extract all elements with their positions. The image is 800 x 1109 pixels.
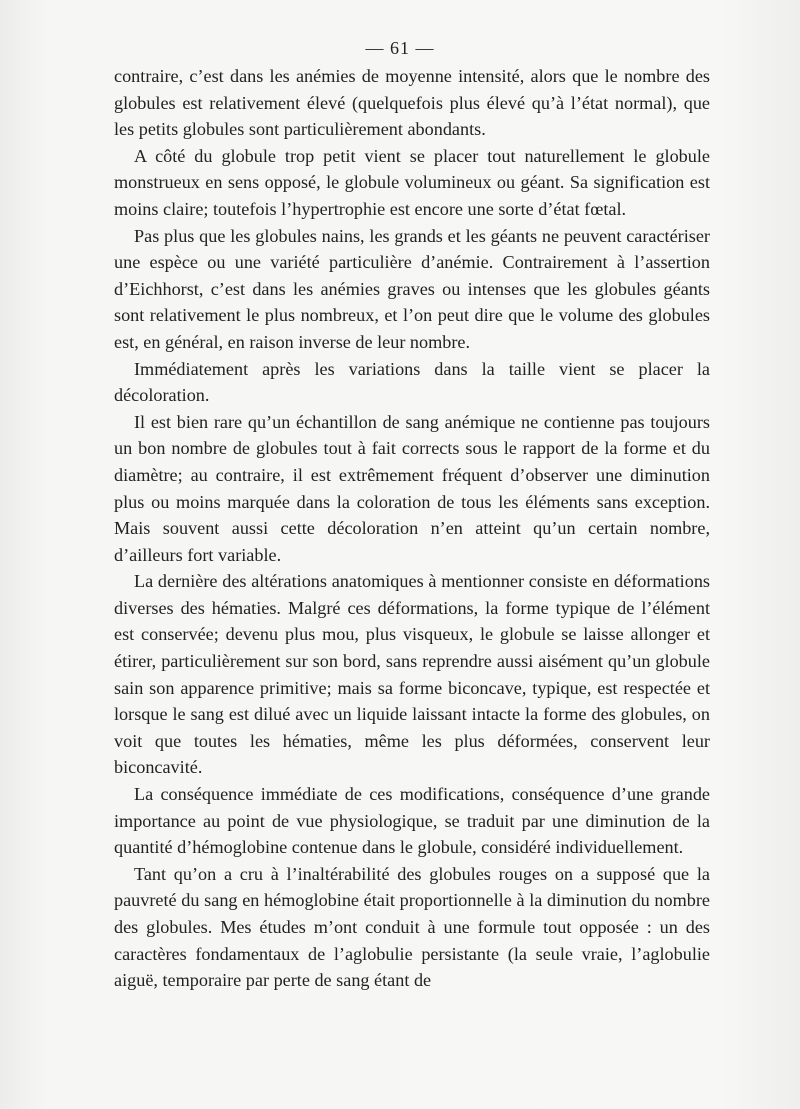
paragraph-3: Pas plus que les globules nains, les grands et les géants ne peuvent caractériser une espèce ou une variété particulière d’anémie. Contrairement à l’assertion d’Eichhorst, c’est dans les anémies graves ou intenses que les globules géants sont relativement le plus nombreux, et l’on peut dire que le volume des globules est, en général, en raison inverse de leur nombre. [114, 225, 710, 352]
paragraph-7: La conséquence immédiate de ces modifications, conséquence d’une grande importance au point de vue physiologique, se traduit par une diminution de la quantité d’hémoglobine contenue dans le globule, considéré individuellement. [114, 784, 710, 858]
paragraph-1: contraire, c’est dans les anémies de moyenne intensité, alors que le nombre des globules est relativement élevé (quelquefois plus élevé qu’à l’état normal), que les petits globules sont particulièrement abondants. [114, 66, 710, 140]
paragraph-2: A côté du globule trop petit vient se placer tout naturellement le globule monstrueux en sens opposé, le globule volumineux ou géant. Sa signification est moins claire; toutefois l’hypertrophie est encore une sorte d’état fœtal. [114, 145, 710, 219]
paragraph-5: Il est bien rare qu’un échantillon de sang anémique ne contienne pas toujours un bon nombre de globules tout à fait corrects sous le rapport de la forme et du diamètre; au contraire, il est extrêmement fréquent d’observer une diminution plus ou moins marquée dans la coloration de tous les éléments sans exception. Mais souvent aussi cette décoloration n’en atteint qu’un certain nombre, d’ailleurs fort variable. [114, 411, 710, 565]
paragraph-4: Immédiatement après les variations dans la taille vient se placer la décoloration. [114, 358, 710, 406]
paragraph-6: La dernière des altérations anatomiques à mentionner consiste en déformations diverses des hématies. Malgré ces déformations, la forme typique de l’élément est conservée; devenu plus mou, plus visqueux, le globule se laisse allonger et étirer, particulièrement sur son bord, sans reprendre aussi aisément qu’un globule sain son apparence primitive; mais sa forme biconcave, typique, est respectée et lorsque le sang est dilué avec un liquide laissant intacte la forme des globules, on voit que toutes les hématies, même les plus déformées, conservent leur biconcavité. [114, 571, 710, 778]
page-number: — 61 — [365, 38, 435, 58]
body-text [114, 63, 710, 994]
paragraph-8: Tant qu’on a cru à l’inaltérabilité des globules rouges on a supposé que la pauvreté du sang en hémoglobine était proportionnelle à la diminution du nombre des globules. Mes études m’ont conduit à une formule tout opposée : un des caractères fondamentaux de l’aglobulie persistante (la seule vraie, l’aglobulie aiguë, temporaire par perte de sang étant de [114, 863, 710, 991]
